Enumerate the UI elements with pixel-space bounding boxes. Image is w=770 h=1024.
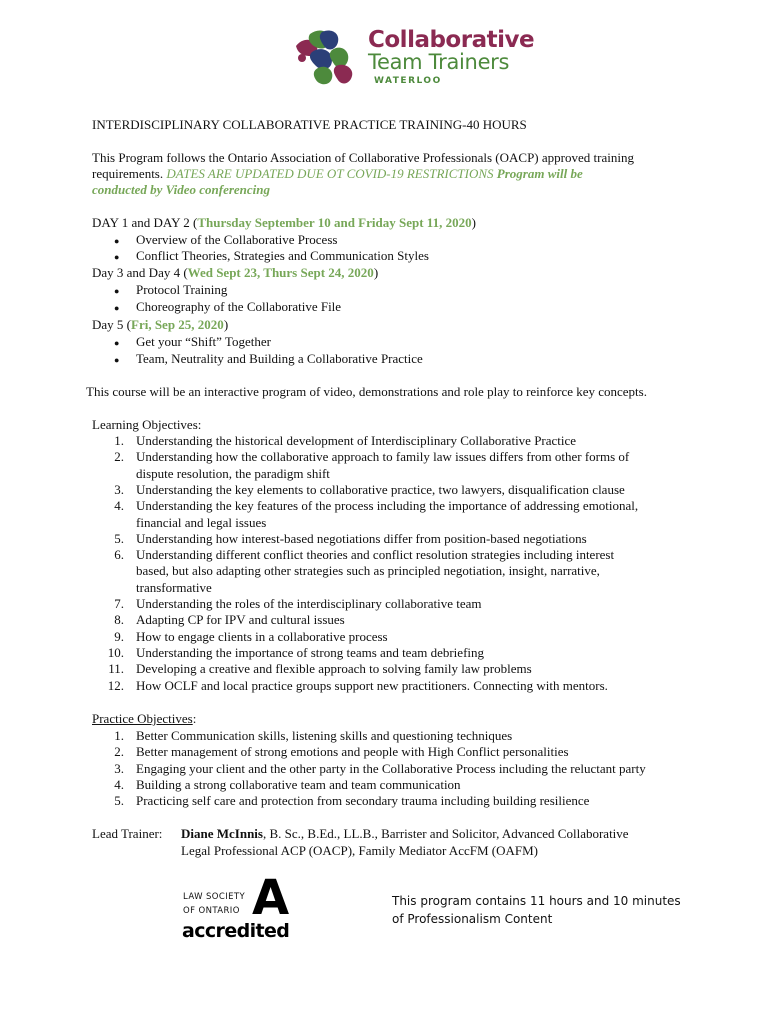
bullet-icon: ● (114, 303, 120, 313)
bullet-item: ● Get your “Shift” Together (0, 334, 770, 350)
logo-line3: WATERLOO (374, 76, 442, 86)
accredited-word: accredited (182, 920, 290, 942)
intro-line1: This Program follows the Ontario Association of Collaborative Professionals (OACP) approved training (92, 150, 634, 165)
professionalism-line1: This program contains 11 hours and 10 minutes (392, 894, 681, 908)
logo-line2: Team Trainers (368, 50, 510, 74)
day12-heading: DAY 1 and DAY 2 (Thursday September 10 and Friday Sept 11, 2020) (92, 215, 476, 230)
video-notice-part1: Program will be (496, 166, 583, 181)
accredited-line1: LAW SOCIETY (183, 892, 246, 902)
learning-heading: Learning Objectives: (92, 417, 202, 432)
trainer-line2: Legal Professional ACP (OACP), Family Mediator AccFM (OAFM) (181, 843, 538, 858)
bullet-item: ● Choreography of the Collaborative File (0, 299, 770, 315)
accredited-line2: OF ONTARIO (183, 906, 240, 916)
law-society-accredited-logo (180, 870, 295, 944)
bullet-icon: ● (114, 252, 120, 262)
practice-heading: Practice Objectives: (92, 711, 197, 726)
logo-line1: Collaborative (368, 27, 535, 53)
day5-date: Fri, Sep 25, 2020 (131, 317, 224, 332)
practice-list: 1. Better Communication skills, listening skills and questioning techniques 2. Better management of strong emotions and people with High Conflict personalities 3. Engaging your client and the other party in the Collaborative Process including the reluctant party 4. Building a strong collaborative team and team communication 5. Practicing self care and protection from secondary trauma including building resilience (114, 728, 646, 809)
accredited-mark-icon: A (252, 870, 290, 926)
intro-line2 (92, 166, 583, 182)
bullet-item: ● Team, Neutrality and Building a Collaborative Practice (0, 351, 770, 367)
day5-heading: Day 5 (Fri, Sep 25, 2020) (92, 317, 229, 332)
covid-notice: DATES ARE UPDATED DUE OT COVID-19 RESTRICTIONS (166, 166, 494, 181)
day34-date: Wed Sept 23, Thurs Sept 24, 2020 (187, 265, 374, 280)
learning-list: 1. Understanding the historical development of Interdisciplinary Collaborative Practice 2. Understanding how the collaborative approach to family law issues differs from other forms of dispute resolution, the paradigm shift 3. Understanding the key elements to collaborative practice, two lawyers, disqualification clause 4. Understanding the key features of the process including the importance of addressing emotional, financial and legal issues 5. Understanding how interest-based negotiations differ from position-based negotiations 6. Understanding different conflict theories and conflict resolution strategies including interest based, but also adapting other strategies such as principled negotiation, insight, narrative, transformative 7. Understanding the roles of the interdisciplinary collaborative team 8. Adapting CP for IPV and cultural issues 9. How to engage clients in a collaborative process 10. Understanding the importance of strong teams and team debriefing 11. Developing a creative and flexible approach to solving family law problems 12. How OCLF and local practice groups support new practitioners. Connecting with mentors. (107, 433, 639, 693)
professionalism-line2: of Professionalism Content (392, 912, 553, 926)
bullet-icon: ● (114, 236, 120, 246)
bullet-item: ● Overview of the Collaborative Process (0, 232, 770, 248)
bullet-item: ● Conflict Theories, Strategies and Communication Styles (0, 248, 770, 264)
bullet-icon: ● (114, 338, 120, 348)
day34-heading: Day 3 and Day 4 (Wed Sept 23, Thurs Sept 24, 2020) (92, 265, 379, 280)
video-notice-part2: conducted by Video conferencing (92, 182, 271, 197)
trainer-label: Lead Trainer: (92, 826, 163, 841)
intro-requirements: requirements. (92, 166, 164, 181)
bullet-icon: ● (114, 286, 120, 296)
logo-puzzle-icon (292, 26, 362, 88)
day12-date: Thursday September 10 and Friday Sept 11, 2020 (197, 215, 472, 230)
bullet-item: ● Protocol Training (0, 282, 770, 298)
document-title: INTERDISCIPLINARY COLLABORATIVE PRACTICE TRAINING-40 HOURS (92, 117, 527, 132)
course-note: This course will be an interactive program of video, demonstrations and role play to reinforce key concepts. (86, 384, 647, 399)
trainer-name: Diane McInnis (181, 826, 263, 841)
bullet-icon: ● (114, 355, 120, 365)
trainer-line1: Diane McInnis, B. Sc., B.Ed., LL.B., Barrister and Solicitor, Advanced Collaborative (181, 826, 629, 841)
logo (292, 26, 535, 88)
